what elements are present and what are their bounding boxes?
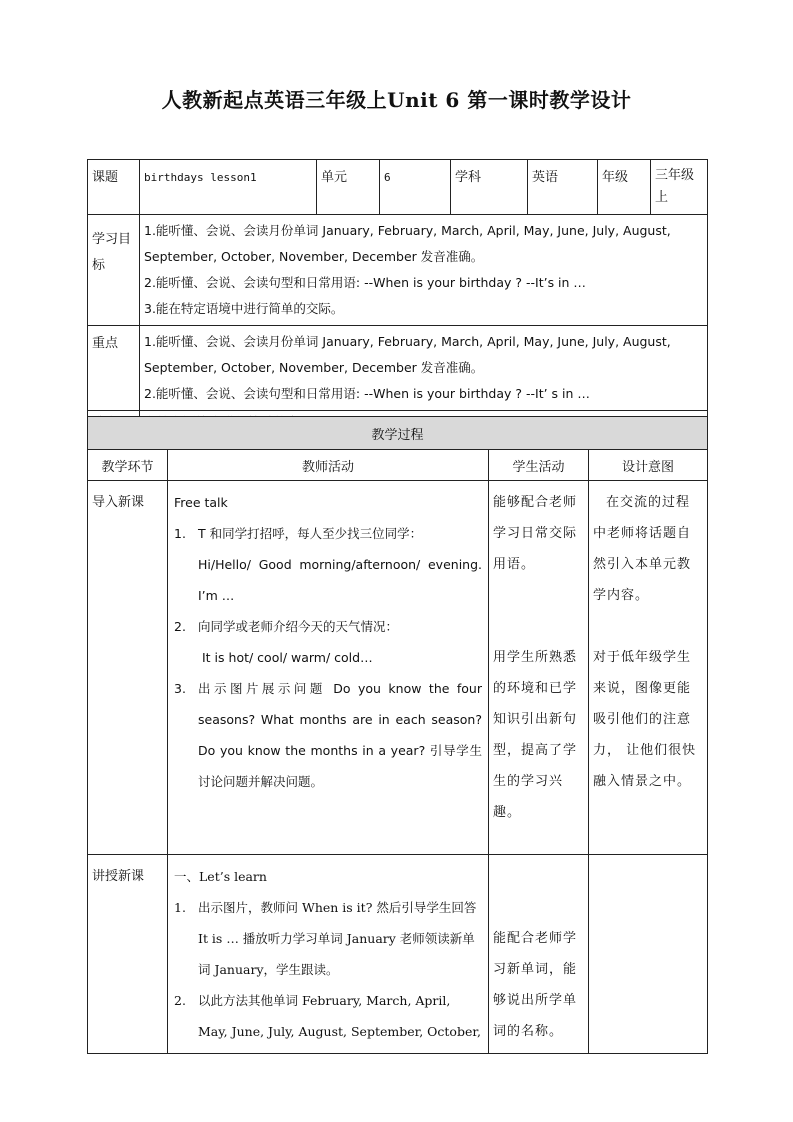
- item-number: 1.: [174, 526, 186, 541]
- unit-value: 6: [380, 160, 451, 215]
- activity-item: [174, 892, 482, 985]
- objective-item: 2.能听懂、会说、会读句型和日常用语: --When is your birthday ? --It’s in …: [144, 275, 586, 290]
- item-subtext: Hi/Hello/ Good morning/afternoon/ evening. I’m …: [198, 557, 482, 603]
- item-number: 2.: [174, 619, 186, 634]
- objective-item: 1.能听懂、会说、会读月份单词 January, February, March, April, May, June, July, August, September, October, November, December 发音准确。: [144, 223, 671, 264]
- student-text: 能够配合老师学习日常交际用语。: [493, 495, 578, 572]
- column-teacher: 教师活动: [168, 450, 489, 481]
- item-text: 出示图片，教师问 When is it? 然后引导学生回答 It is … 播放听力学习单词 January 老师领读新单词 January，学生跟读。: [198, 900, 477, 977]
- key-points-label: 重点: [88, 326, 140, 411]
- subject-label: 学科: [451, 160, 528, 215]
- stage-row: [88, 855, 708, 1054]
- activity-heading: Free talk: [174, 495, 228, 510]
- topic-value: birthdays lesson1: [140, 160, 317, 215]
- process-header-row: [88, 417, 708, 450]
- design-intent: [589, 481, 708, 855]
- process-header: 教学过程: [88, 417, 708, 450]
- subject-value: 英语: [528, 160, 598, 215]
- item-number: 3.: [174, 681, 186, 696]
- column-student: 学生活动: [489, 450, 589, 481]
- student-text: 能配合老师学习新单词，能够说出所学单词的名称。: [493, 931, 578, 1039]
- activity-heading: 一、Let’s learn: [174, 869, 267, 884]
- activity-item: [174, 611, 482, 642]
- key-point-item: 2.能听懂、会说、会读句型和日常用语: --When is your birthday ? --It’ s in …: [144, 386, 590, 401]
- key-points-row: [88, 326, 708, 411]
- student-activity: [489, 481, 589, 855]
- topic-label: 课题: [88, 160, 140, 215]
- objective-item: 3.能在特定语境中进行简单的交际。: [144, 301, 344, 316]
- grade-label: 年级: [598, 160, 651, 215]
- item-number: 1.: [174, 900, 186, 915]
- item-text: 以此方法其他单词 February, March, April, May, June, July, August, September, October,: [198, 993, 481, 1039]
- intent-text: 在交流的过程中老师将话题自然引入本单元教学内容。: [593, 495, 692, 603]
- student-text: 用学生所熟悉的环境和已学知识引出新句型，提高了学生的学习兴趣。: [493, 650, 578, 820]
- grade-value: 三年级上: [651, 160, 708, 215]
- intent-text: 对于低年级学生来说，图像更能吸引他们的注意力， 让他们很快融入情景之中。: [593, 650, 697, 789]
- key-points-content: [140, 326, 708, 411]
- header-row: [88, 160, 708, 215]
- item-number: 2.: [174, 993, 186, 1008]
- activity-item: [174, 985, 482, 1047]
- info-table: [87, 159, 708, 438]
- stage-name: 讲授新课: [88, 855, 168, 1054]
- unit-label: 单元: [317, 160, 380, 215]
- item-subtext: It is hot/ cool/ warm/ cold…: [202, 650, 373, 665]
- teacher-activity: [168, 855, 489, 1054]
- activity-item: [174, 673, 482, 797]
- column-stage: 教学环节: [88, 450, 168, 481]
- objectives-content: [140, 215, 708, 326]
- stage-row: [88, 481, 708, 855]
- item-text: T 和同学打招呼，每人至少找三位同学：: [198, 526, 423, 541]
- item-text: 出示图片展示问题 Do you know the four seasons? What months are in each season? Do you know the months in a year? 引导学生讨论问题并解决问题。: [198, 681, 482, 789]
- design-intent: [589, 855, 708, 1054]
- document-title: 人教新起点英语三年级上Unit 6 第一课时教学设计: [161, 88, 632, 112]
- objectives-row: [88, 215, 708, 326]
- column-header-row: [88, 450, 708, 481]
- item-text: 向同学或老师介绍今天的天气情况：: [198, 619, 399, 634]
- key-point-item: 1.能听懂、会说、会读月份单词 January, February, March, April, May, June, July, August, September, October, November, December 发音准确。: [144, 334, 671, 375]
- process-table: [87, 416, 708, 1054]
- objectives-label: 学习目标: [88, 215, 140, 326]
- student-activity: [489, 855, 589, 1054]
- stage-name: 导入新课: [88, 481, 168, 855]
- teacher-activity: [168, 481, 489, 855]
- activity-item: [174, 518, 482, 549]
- column-intent: 设计意图: [589, 450, 708, 481]
